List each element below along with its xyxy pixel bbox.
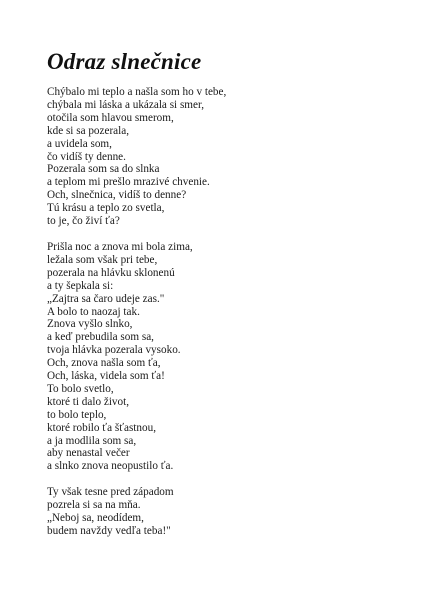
poem-line: tvoja hlávka pozerala vysoko. — [47, 344, 181, 357]
poem-line: ktoré robilo ťa šťastnou, — [47, 421, 156, 434]
poem-line: to bolo teplo, — [47, 408, 107, 421]
poem-line: aby nenastal večer — [47, 447, 130, 460]
poem-line: a ja modlila som sa, — [47, 434, 137, 447]
poem-line: kde si sa pozerala, — [47, 124, 130, 137]
poem-stanza-3 — [47, 486, 407, 538]
poem-line: ležala som však pri tebe, — [47, 253, 158, 266]
poem-stanza-1 — [47, 86, 407, 228]
poem-line: Prišla noc a znova mi bola zima, — [47, 240, 193, 253]
poem-line: Och, slnečnica, vidíš to denne? — [47, 189, 187, 202]
poem-line: To bolo svetlo, — [47, 382, 114, 395]
poem-line: Pozerala som sa do slnka — [47, 163, 160, 176]
poem-line: pozerala na hlávku sklonenú — [47, 266, 175, 279]
poem-line: Och, znova našla som ťa, — [47, 357, 161, 370]
poem-line: a slnko znova neopustilo ťa. — [47, 460, 174, 473]
poem-line: Chýbalo mi teplo a našla som ho v tebe, — [47, 86, 227, 98]
poem-title: Odraz slnečnice — [47, 49, 202, 74]
poem-line: čo vidíš ty denne. — [47, 150, 126, 163]
poem-line: a ty šepkala si: — [47, 279, 114, 292]
poem-line: budem navždy vedľa teba!" — [47, 525, 171, 537]
poem-line: Och, láska, videla som ťa! — [47, 370, 165, 383]
poem-line: otočila som hlavou smerom, — [47, 111, 174, 124]
poem-line: Ty však tesne pred západom — [47, 486, 174, 499]
poem-body — [47, 86, 407, 538]
poem-line: to je, čo živí ťa? — [47, 215, 120, 228]
poem-line: Tú krásu a teplo zo svetla, — [47, 202, 165, 215]
poem-line: a keď prebudila som sa, — [47, 331, 154, 344]
poem-stanza-2 — [47, 241, 407, 473]
poem-line: „Zajtra sa čaro udeje zas." — [47, 292, 165, 305]
poem-line: „Neboj sa, neodídem, — [47, 512, 144, 525]
poem-line: a teplom mi prešlo mrazivé chvenie. — [47, 176, 210, 189]
poem-line: A bolo to naozaj tak. — [47, 305, 140, 318]
poem-line: pozrela si sa na mňa. — [47, 499, 141, 512]
poem-line: Znova vyšlo slnko, — [47, 318, 133, 331]
poem-line: a uvidela som, — [47, 137, 112, 150]
poem-line: chýbala mi láska a ukázala si smer, — [47, 98, 205, 111]
poem-line: ktoré ti dalo život, — [47, 395, 130, 408]
